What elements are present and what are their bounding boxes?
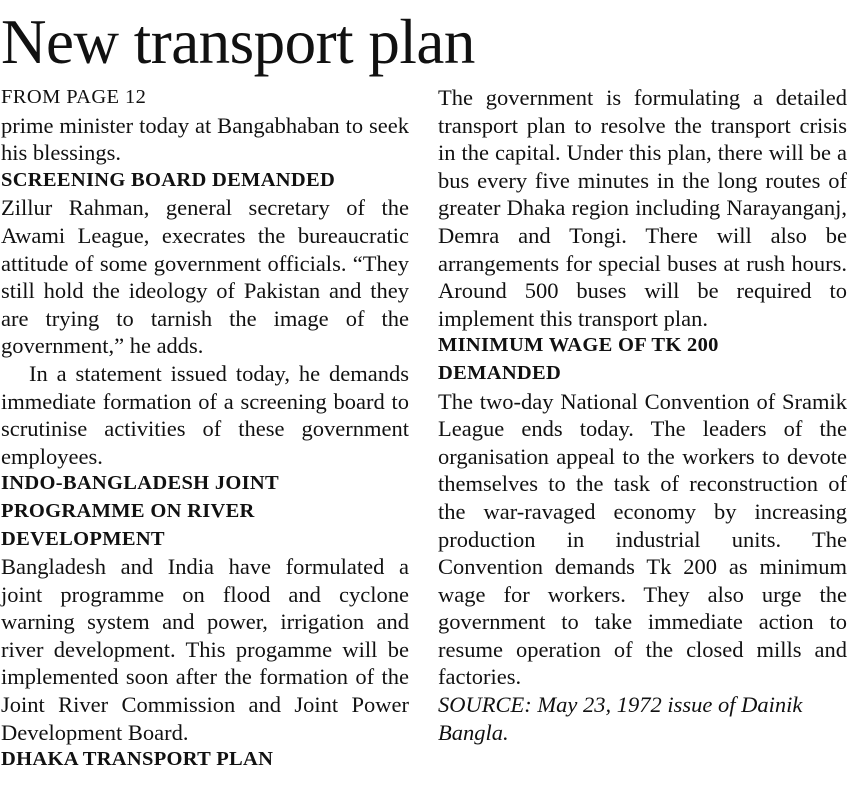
screening-board-paragraph-1: Zillur Rahman, general secretary of the Awami League, execrates the bureaucratic attitude of some government officials. “They still hold the ideology of Pakistan and they are trying to tarnish the image of the government,” he adds. xyxy=(1,195,409,359)
headline: New transport plan xyxy=(1,7,475,77)
right-column xyxy=(438,84,847,746)
transport-plan-paragraph: The government is formulating a detailed transport plan to resolve the transport crisis in the capital. Under this plan, there will be a bus every five minutes in the long routes of greater Dhaka region including Narayanganj, Demra and Tongi. There will also be arrangements for special buses at rush hours. Around 500 buses will be required to implement this transport plan. xyxy=(438,85,847,331)
left-column xyxy=(1,84,409,774)
dhaka-transport-heading: DHAKA TRANSPORT PLAN xyxy=(1,748,274,771)
minimum-wage-paragraph: The two-day National Convention of Sramik League ends today. The leaders of the organisation appeal to the workers to devote themselves to the task of reconstruction of the war-ravaged economy by increasing production in industrial units. The Convention demands Tk 200 as minimum wage for workers. They also urge the government to take immediate action to resume operation of the closed mills and factories. xyxy=(438,388,847,690)
river-development-heading: INDO-BANGLADESH JOINT PROGRAMME ON RIVER DEVELOPMENT xyxy=(1,472,279,550)
screening-board-paragraph-2: In a statement issued today, he demands immediate formation of a screening board to scrutinise activities of these government employees. xyxy=(1,360,409,469)
minimum-wage-heading: MINIMUM WAGE OF TK 200 DEMANDED xyxy=(438,334,719,384)
continuation-label: FROM PAGE 12 xyxy=(1,86,147,108)
source-citation: SOURCE: May 23, 1972 issue of Dainik Bangla. xyxy=(438,692,803,745)
intro-paragraph: prime minister today at Bangabhaban to seek his blessings. xyxy=(1,112,409,166)
river-development-paragraph: Bangladesh and India have formulated a joint programme on flood and cyclone warning system and power, irrigation and river development. This progamme will be implemented soon after the formation of the Joint River Commission and Joint Power Development Board. xyxy=(1,554,409,745)
screening-board-heading: SCREENING BOARD DEMANDED xyxy=(1,168,336,191)
